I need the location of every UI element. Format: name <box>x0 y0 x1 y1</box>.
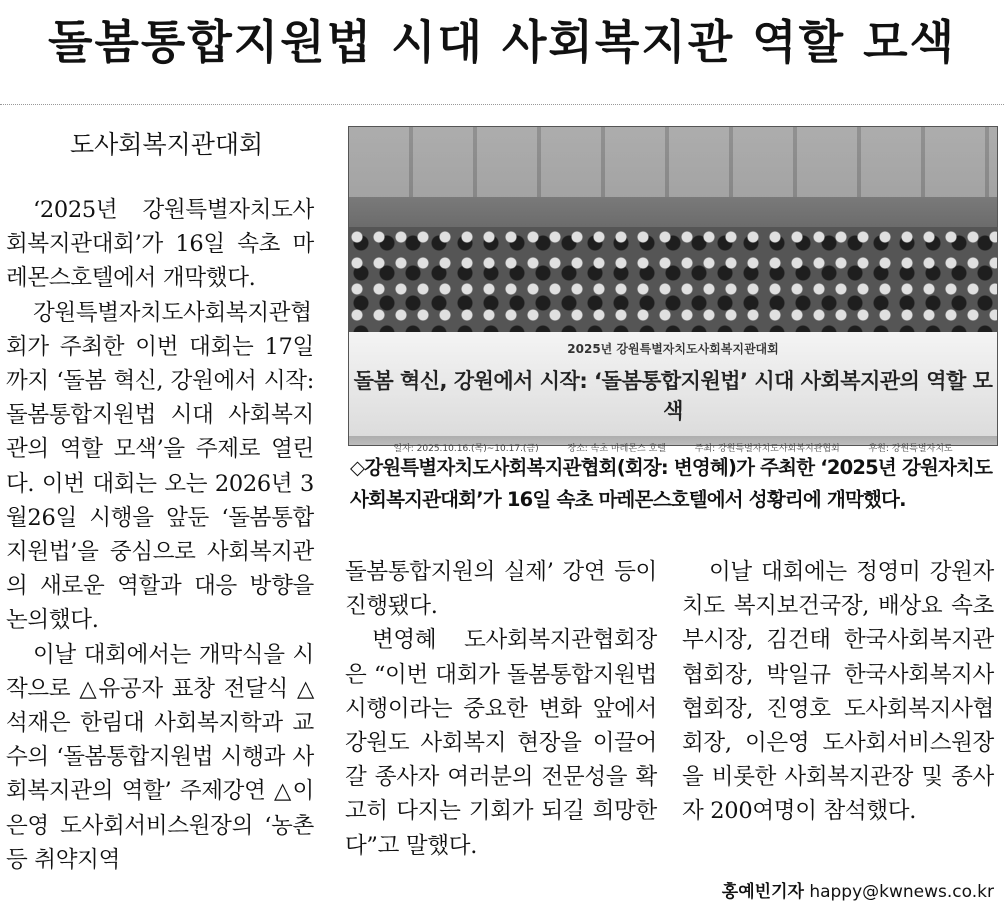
body-column-2 <box>345 555 657 863</box>
banner-host: 주최: 강원특별자치도사회복지관협회 <box>694 444 840 454</box>
byline <box>722 877 994 902</box>
body-paragraph: ‘2025년 강원특별자치도사회복지관대회’가 16일 속초 마레몬스호텔에서 개막했다. <box>6 197 314 292</box>
photo-caption: ◇강원특별자치도사회복지관협회(회장: 변영혜)가 주최한 ‘2025년 강원자치도사회복지관대회’가 16일 속초 마레몬스호텔에서 성황리에 개막했다. <box>350 456 993 511</box>
banner-sponsor: 후원: 강원특별자치도 <box>868 444 953 454</box>
reporter-email[interactable]: happy@kwnews.co.kr <box>809 882 994 902</box>
photo-crowd <box>349 227 997 337</box>
banner-main-text: 돌봄 혁신, 강원에서 시작: ‘돌봄통합지원법’ 시대 사회복지관의 역할 모색 <box>353 369 993 423</box>
body-paragraph: 돌봄통합지원의 실제’ 강연 등이 진행됐다. <box>345 559 657 620</box>
body-column-3 <box>682 555 994 829</box>
banner-place: 장소: 속초 마레몬스 호텔 <box>567 444 666 454</box>
body-column-1 <box>6 193 314 877</box>
headline-divider <box>0 104 1004 105</box>
event-photo <box>348 126 998 454</box>
body-paragraph: 변영혜 도사회복지관협회장은 “이번 대회가 돌봄통합지원법 시행이라는 중요한 변화 앞에서 강원도 사회복지 현장을 이끌어갈 종사자 여러분의 전문성을 확고히 다지는 기회가 되길 희망한다”고 말했다. <box>345 627 657 859</box>
article-subhead: 도사회복지관대회 <box>70 130 264 159</box>
article-headline: 돌봄통합지원법 시대 사회복지관 역할 모색 <box>48 15 956 69</box>
banner-title: 2025년 강원특별자치도사회복지관대회 <box>567 342 779 356</box>
photo-ceiling <box>349 127 997 197</box>
photo-banner <box>349 332 997 454</box>
reporter-name: 홍예빈기자 <box>721 882 804 902</box>
body-paragraph: 이날 대회에서는 개막식을 시작으로 △유공자 표창 전달식 △석재은 한림대 사회복지학과 교수의 ‘돌봄통합지원법 시행과 사회복지관의 역할’ 주제강연 △이은영 도사회서비스원장의 ‘농촌 등 취약지역 <box>6 641 314 873</box>
body-paragraph: 이날 대회에는 정영미 강원자치도 복지보건국장, 배상요 속초부시장, 김건태 한국사회복지관협회장, 박일규 한국사회복지사협회장, 진영호 도사회복지사협회장, 이은영 도사회서비스원장을 비롯한 사회복지관장 및 종사자 200여명이 참석했다. <box>682 559 994 825</box>
body-paragraph: 강원특별자치도사회복지관협회가 주최한 이번 대회는 17일까지 ‘돌봄 혁신, 강원에서 시작: 돌봄통합지원법 시대 사회복지관의 역할 모색’을 주제로 열린다. 이번 대회는 오는 2026년 3월26일 시행을 앞둔 ‘돌봄통합지원법’을 중심으로 사회복지관의 새로운 역할과 대응 방향을 논의했다. <box>6 299 314 634</box>
banner-date: 일자: 2025.10.16.(목)~10.17.(금) <box>393 444 539 454</box>
